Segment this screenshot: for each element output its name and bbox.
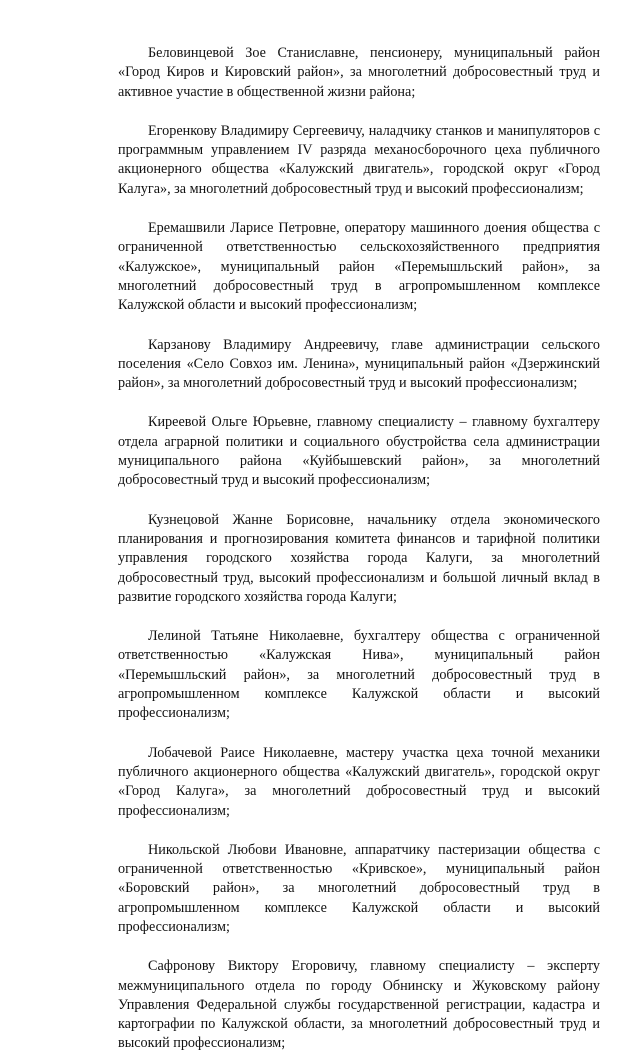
award-entry-9: Никольской Любови Ивановне, аппаратчику пастеризации общества с ограниченной ответственностью «Кривское», муниципальный район «Боровский район», за многолетний добросовестный труд в агропромышленном комплексе Калужской области и высокий профессионализм; <box>118 841 600 935</box>
award-entry-6: Кузнецовой Жанне Борисовне, начальнику отдела экономического планирования и прогнозирования комитета финансов и тарифной политики управления городского хозяйства города Калуги, за многолетний добросовестный труд, высокий профессионализм и большой личный вклад в развитие городского хозяйства города Калуги; <box>118 511 600 605</box>
award-entry-8: Лобачевой Раисе Николаевне, мастеру участка цеха точной механики публичного акционерного общества «Калужский двигатель», городской округ «Город Калуга», за многолетний добросовестный труд и высокий профессионализм; <box>118 744 600 819</box>
award-entry-10: Сафронову Виктору Егоровичу, главному специалисту – эксперту межмуниципального отдела по городу Обнинску и Жуковскому району Управления Федеральной службы государственной регистрации, кадастра и картографии по Калужской области, за многолетний добросовестный труд и высокий профессионализм; <box>118 958 600 1052</box>
award-entry-2: Егоренкову Владимиру Сергеевичу, наладчику станков и манипуляторов с программным управлением IV разряда механосборочного цеха публичного акционерного общества «Калужский двигатель», городской округ «Город Калуга», за многолетний добросовестный труд и высокий профессионализм; <box>118 122 600 197</box>
award-entry-4: Карзанову Владимиру Андреевичу, главе администрации сельского поселения «Село Совхоз им. Ленина», муниципальный район «Дзержинский район», за многолетний добросовестный труд и высокий профессионализм; <box>118 336 600 392</box>
award-entry-5: Киреевой Ольге Юрьевне, главному специалисту – главному бухгалтеру отдела аграрной политики и социального обустройства села администрации муниципального района «Куйбышевский район», за многолетний добросовестный труд и высокий профессионализм; <box>118 414 600 489</box>
award-entry-3: Еремашвили Ларисе Петровне, оператору машинного доения общества с ограниченной ответственностью сельскохозяйственного предприятия «Калужское», муниципальный район «Перемышльский район», за многолетний добросовестный труд в агропромышленном комплексе Калужской области и высокий профессионализм; <box>118 220 600 314</box>
award-entry-7: Лелиной Татьяне Николаевне, бухгалтеру общества с ограниченной ответственностью «Калужская Нива», муниципальный район «Перемышльский район», за многолетний добросовестный труд в агропромышленном комплексе Калужской области и высокий профессионализм; <box>118 628 600 722</box>
award-entry-1: Беловинцевой Зое Станиславне, пенсионеру, муниципальный район «Город Киров и Кировский район», за многолетний добросовестный труд и активное участие в общественной жизни района; <box>118 45 600 100</box>
